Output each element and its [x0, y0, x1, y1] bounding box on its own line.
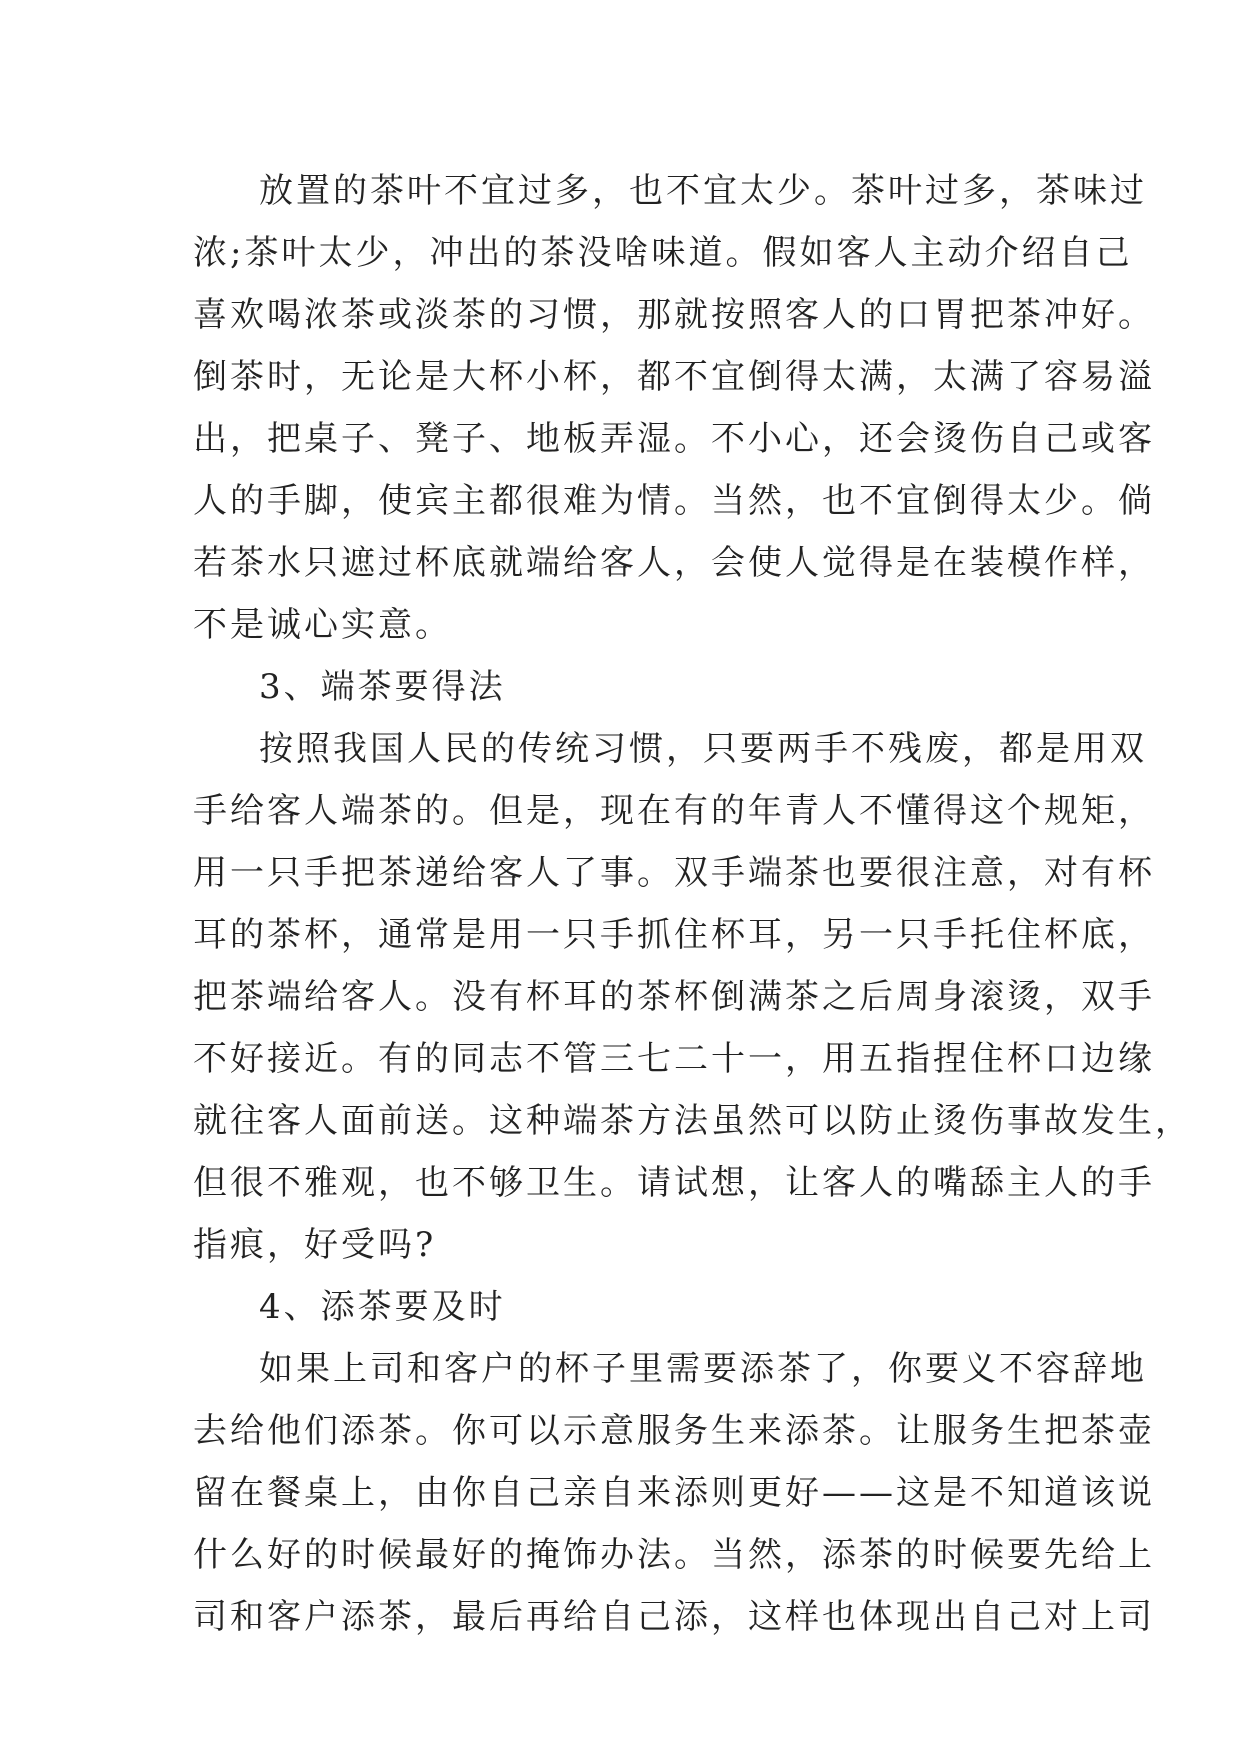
- paragraph-line: 就往客人面前送。这种端茶方法虽然可以防止烫伤事故发生，: [193, 1101, 1192, 1141]
- paragraph-line: 用一只手把茶递给客人了事。双手端茶也要很注意，对有杯: [193, 853, 1155, 893]
- paragraph-line: 指痕，好受吗?: [193, 1225, 437, 1265]
- paragraph-line: 但很不雅观，也不够卫生。请试想，让客人的嘴舔主人的手: [193, 1163, 1155, 1203]
- paragraph-line: 把茶端给客人。没有杯耳的茶杯倒满茶之后周身滚烫，双手: [193, 977, 1155, 1017]
- paragraph-line: 耳的茶杯，通常是用一只手抓住杯耳，另一只手托住杯底，: [193, 915, 1155, 955]
- paragraph-line: 放置的茶叶不宜过多，也不宜太少。茶叶过多，茶味过: [259, 171, 1147, 211]
- paragraph-line: 司和客户添茶，最后再给自己添，这样也体现出自己对上司: [193, 1597, 1155, 1637]
- body-text: [193, 160, 1192, 1648]
- paragraph-line: 喜欢喝浓茶或淡茶的习惯，那就按照客人的口胃把茶冲好。: [193, 295, 1155, 335]
- paragraph-line: 人的手脚，使宾主都很难为情。当然，也不宜倒得太少。倘: [193, 481, 1155, 521]
- paragraph-line: 不好接近。有的同志不管三七二十一，用五指捏住杯口边缘: [193, 1039, 1155, 1079]
- paragraph-line: 倒茶时，无论是大杯小杯，都不宜倒得太满，太满了容易溢: [193, 357, 1155, 397]
- paragraph-line: 手给客人端茶的。但是，现在有的年青人不懂得这个规矩，: [193, 791, 1155, 831]
- paragraph-line: 如果上司和客户的杯子里需要添茶了，你要义不容辞地: [259, 1349, 1147, 1389]
- paragraph-line: 留在餐桌上，由你自己亲自来添则更好——这是不知道该说: [193, 1473, 1155, 1513]
- section-heading: 4、添茶要及时: [259, 1287, 506, 1327]
- paragraph-line: 若茶水只遮过杯底就端给客人，会使人觉得是在装模作样，: [193, 543, 1155, 583]
- paragraph-line: 出，把桌子、凳子、地板弄湿。不小心，还会烫伤自己或客: [193, 419, 1155, 459]
- section-heading: 3、端茶要得法: [259, 667, 506, 707]
- paragraph-line: 按照我国人民的传统习惯，只要两手不残废，都是用双: [259, 729, 1147, 769]
- paragraph-line: 去给他们添茶。你可以示意服务生来添茶。让服务生把茶壶: [193, 1411, 1155, 1451]
- paragraph-line: 浓;茶叶太少，冲出的茶没啥味道。假如客人主动介绍自己: [193, 233, 1133, 273]
- paragraph-line: 不是诚心实意。: [193, 605, 452, 645]
- paragraph-line: 什么好的时候最好的掩饰办法。当然，添茶的时候要先给上: [193, 1535, 1155, 1575]
